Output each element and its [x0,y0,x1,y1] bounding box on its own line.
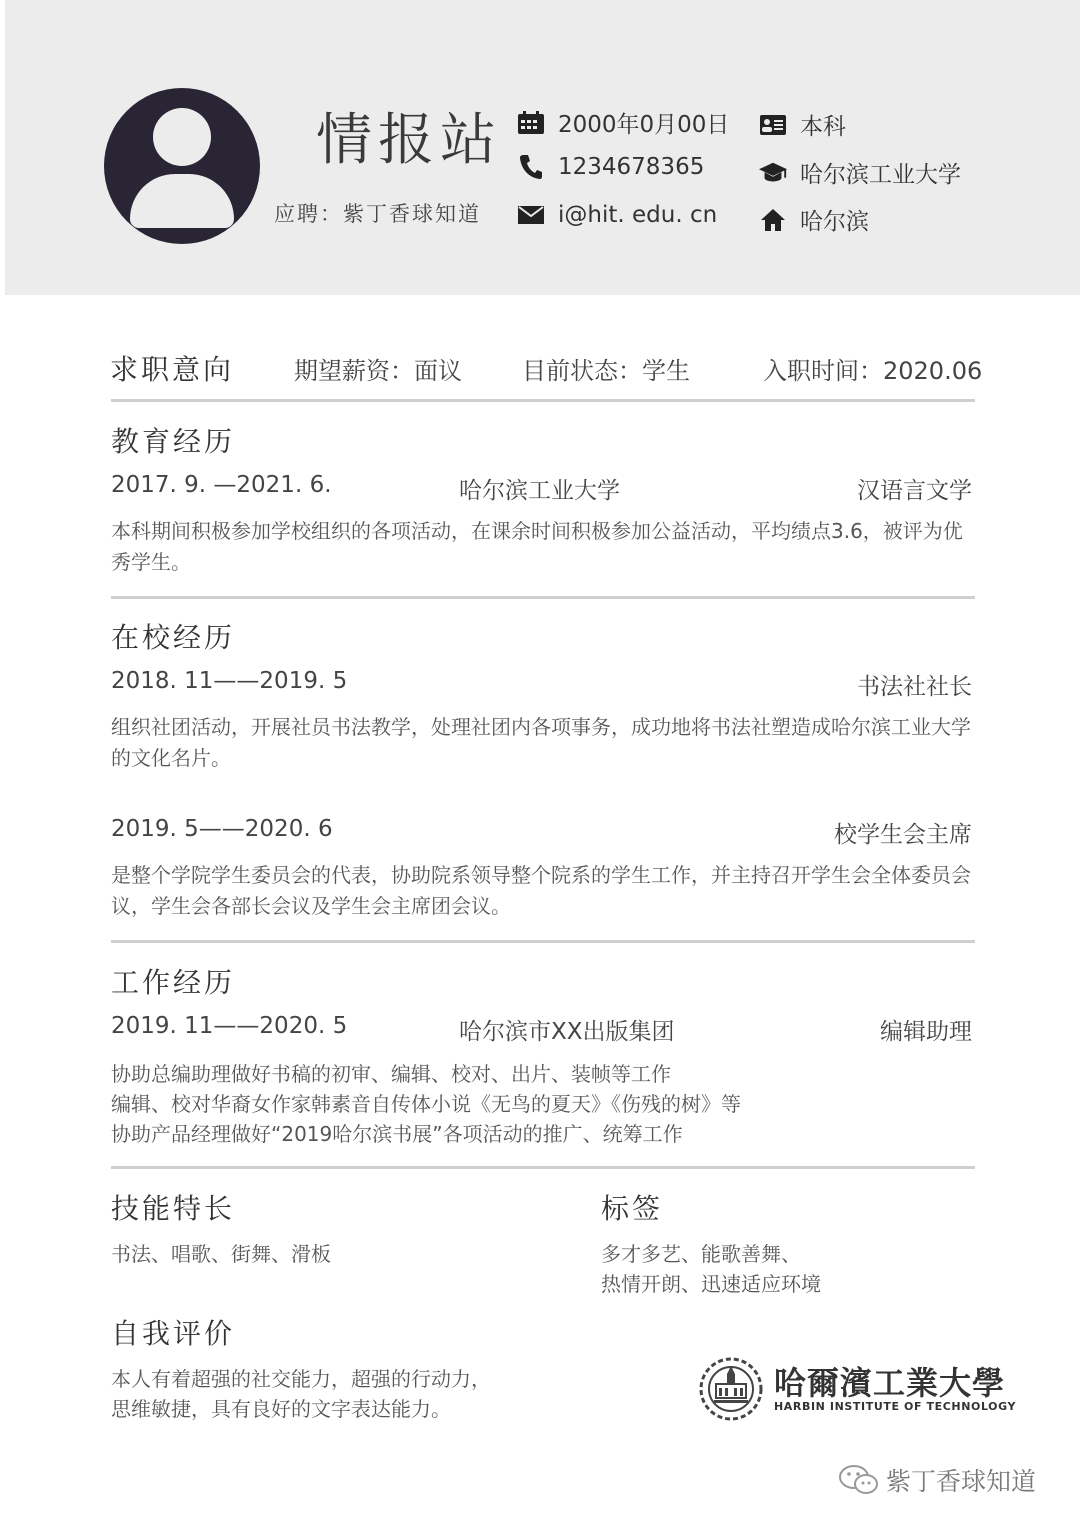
divider [111,596,975,599]
divider [111,399,975,402]
watermark [838,1462,1036,1498]
email-address: i@hit. edu. cn [558,202,718,228]
mail-icon [516,202,546,228]
tags-line: 多才多艺、能歌善舞、 [601,1242,801,1266]
intent-title: 求职意向 [110,353,235,386]
education-row [111,472,972,504]
education-major: 汉语言文学 [857,478,972,504]
email-info [516,202,717,228]
home-info [758,203,869,236]
self-line: 本人有着超强的社交能力，超强的行动力， [111,1367,491,1391]
divider [111,940,975,943]
education-desc: 本科期间积极参加学校组织的各项活动，在课余时间积极参加公益活动，平均绩点3.6，被评为优秀学生。 [111,519,963,574]
degree-info [758,108,846,141]
degree: 本科 [800,114,846,140]
campus-date: 2018. 11——2019. 5 [111,668,348,694]
self-title: 自我评价 [111,1317,236,1350]
campus-desc: 组织社团活动，开展社员书法教学，处理社团内各项事务，成功地将书法社塑造成哈尔滨工业大学的文化名片。 [111,715,971,770]
intent-status: 目前状态：学生 [522,356,690,385]
school-info [758,156,961,189]
self-line: 思维敏捷，具有良好的文字表达能力。 [111,1397,451,1421]
applied-position: 应聘：紫丁香球知道 [274,202,481,226]
logo-chinese-name: 哈爾濱工業大學 [774,1364,1006,1402]
phone-info [516,154,704,180]
phone-number: 1234678365 [558,154,705,180]
hometown: 哈尔滨 [800,209,869,235]
campus-role: 校学生会主席 [834,822,972,848]
work-title: 工作经历 [111,966,236,999]
graduation-cap-icon [758,160,788,186]
wechat-icon [838,1463,880,1497]
skills-text: 书法、唱歌、街舞、滑板 [111,1242,331,1266]
candidate-name: 情报站 [316,108,502,173]
work-row [111,1013,972,1045]
education-title: 教育经历 [111,425,236,458]
work-role: 编辑助理 [880,1019,972,1045]
intent-start: 入职时间：2020.06 [763,356,983,385]
campus-desc: 是整个学院学生委员会的代表，协助院系领导整个院系的学生工作，并主持召开学生会全体委员会议，学生会各部长会议及学生会主席团会议。 [111,863,971,918]
avatar-placeholder [104,88,260,244]
tags-line: 热情开朗、迅速适应环境 [601,1272,821,1296]
intent-salary: 期望薪资：面议 [294,356,462,385]
school: 哈尔滨工业大学 [800,162,961,188]
work-company: 哈尔滨市XX出版集团 [459,1019,675,1045]
work-duty: 协助总编助理做好书稿的初审、编辑、校对、出片、装帧等工作 [111,1062,671,1086]
id-card-icon [758,112,788,138]
avatar-body [130,174,234,228]
campus-date: 2019. 5——2020. 6 [111,816,333,842]
work-duty: 协助产品经理做好“2019哈尔滨书展”各项活动的推广、统筹工作 [111,1122,683,1146]
education-date: 2017. 9. —2021. 6. [111,472,332,498]
work-date: 2019. 11——2020. 5 [111,1013,348,1039]
divider [111,1166,975,1169]
watermark-text: 紫丁香球知道 [886,1467,1037,1496]
phone-icon [516,154,546,180]
birth-info [516,106,729,139]
work-duty: 编辑、校对华裔女作家韩素音自传体小说《无鸟的夏天》《伤残的树》等 [111,1092,741,1116]
birth-date: 2000年0月00日 [558,112,730,138]
calendar-icon [516,110,546,136]
home-icon [758,207,788,233]
university-logo [696,1356,1017,1422]
university-seal-icon [696,1356,766,1422]
avatar-head [153,108,211,166]
campus-row [111,668,972,700]
campus-row [111,816,972,848]
skills-title: 技能特长 [111,1192,236,1225]
tags-title: 标签 [601,1192,664,1225]
logo-english-name: HARBIN INSTITUTE OF TECHNOLOGY [774,1400,1017,1413]
campus-title: 在校经历 [111,621,236,654]
education-school: 哈尔滨工业大学 [459,478,620,504]
campus-role: 书法社社长 [857,674,972,700]
